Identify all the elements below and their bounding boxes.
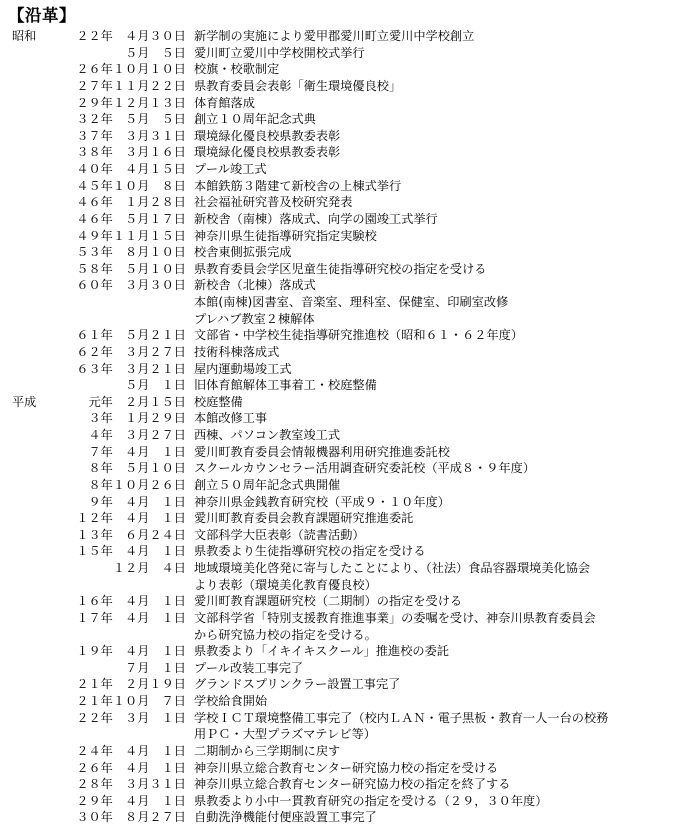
history-entry [0, 410, 700, 427]
entry-event: 環境緑化優良校県教委表彰 [194, 145, 341, 160]
era-label: 昭和 [12, 29, 37, 43]
entry-event: 文部省・中学校生徒指導研究推進校（昭和６１・６２年度） [194, 328, 524, 343]
entry-event: 県教育委員会学区児童生徒指導研究校の指定を受ける [194, 261, 487, 276]
history-entry [0, 178, 700, 195]
history-entry [0, 693, 700, 710]
entry-date: ３年 １月２９日 [88, 411, 186, 426]
entry-event: 愛川町教育委員会教育課題研究推進委託 [194, 511, 414, 526]
entry-date: ７年 ４月 １日 [88, 444, 186, 459]
entry-event: 県教委より生徒指導研究校の指定を受ける [194, 544, 426, 559]
history-entry [0, 95, 700, 112]
history-entry [0, 660, 700, 677]
history-entry [0, 627, 700, 644]
entry-date: ５月 １日 [125, 378, 186, 393]
entry-date: １６年 ４月 １日 [76, 594, 186, 609]
history-entry [0, 444, 700, 461]
entry-event: 校庭整備 [194, 394, 243, 409]
entry-date: １９年 ４月 １日 [76, 644, 186, 659]
entry-event: 新校舎（南棟）落成式、向学の園竣工式挙行 [194, 211, 438, 226]
entry-date: ５８年 ５月１０日 [76, 261, 186, 276]
entry-event: 愛川町立愛川中学校開校式挙行 [194, 45, 365, 60]
entry-date: ２７年１１月２２日 [76, 78, 186, 93]
entry-event: 新校舎（北棟）落成式 [194, 278, 316, 293]
entry-date: ８年１０月２６日 [88, 477, 186, 492]
history-entry [0, 460, 700, 477]
entry-event: 校旗・校歌制定 [194, 62, 280, 77]
entry-event: プール竣工式 [194, 162, 267, 176]
entry-date: ６１年 ５月２１日 [76, 328, 186, 343]
entry-date: ５月 ５日 [125, 45, 186, 60]
entry-event: 用ＰＣ・大型プラズマテレビ等） [194, 727, 376, 742]
entry-event: 文部科学省「特別支援教育推進事業」の委嘱を受け、神奈川県教育委員会 [194, 610, 596, 625]
entry-date: ２２年 ３月 １日 [76, 710, 186, 725]
entry-date: １２年 ４月 １日 [76, 511, 186, 526]
history-entry [0, 128, 700, 145]
entry-event: 愛川町教育委員会情報機器利用研究推進委託校 [194, 444, 450, 459]
entry-date: ８年 ５月１０日 [88, 461, 186, 476]
history-entry [0, 344, 700, 361]
entry-date: １２月 ４日 [112, 561, 186, 575]
entry-event: 神奈川県金銭教育研究校（平成９・１０年度） [194, 494, 450, 509]
entry-date: ５３年 ８月１０日 [76, 245, 186, 260]
history-entry [0, 477, 700, 494]
era-label: 平成 [12, 394, 37, 409]
entry-event: 県教委より小中一貫教育研究の指定を受ける（２９，３０年度） [194, 793, 548, 808]
history-entry [0, 144, 700, 161]
history-entry [0, 244, 700, 261]
history-entry [0, 710, 700, 727]
entry-date: ６０年 ３月３０日 [76, 278, 186, 293]
entry-event: グランドスプリンクラー設置工事完了 [194, 677, 401, 692]
history-entry [0, 61, 700, 78]
history-entry [0, 760, 700, 777]
history-entry [0, 161, 700, 178]
entry-event: 本館改修工事 [194, 411, 268, 426]
entry-event: 県教育委員会表彰「衛生環境優良校」 [194, 78, 402, 93]
entry-event: 神奈川県立総合教育センター研究協力校の指定を受ける [194, 760, 499, 775]
entry-event: 創立５０周年記念式典開催 [194, 477, 341, 492]
history-entry [0, 610, 700, 627]
entry-event: 体育館落成 [194, 95, 255, 110]
entry-event: 西棟、パソコン教室竣工式 [194, 428, 341, 442]
history-entry [0, 427, 700, 444]
entry-date: ２９年 ４月 １日 [76, 793, 186, 808]
history-entry [0, 643, 700, 660]
history-entry [0, 261, 700, 278]
entry-event: 屋内運動場竣工式 [194, 361, 292, 376]
entry-event: 校舎東側拡張完成 [194, 245, 292, 260]
entry-date: ３８年 ３月１６日 [76, 145, 186, 160]
entry-event: より表彰（環境美化教育優良校） [194, 577, 377, 592]
entry-date: ３２年 ５月 ５日 [76, 112, 186, 127]
entry-event: 文部科学大臣表彰（読書活動） [194, 527, 365, 542]
entry-date: 元年 ２月１５日 [88, 394, 186, 409]
history-entry [0, 228, 700, 245]
entry-date: ６２年 ３月２７日 [76, 344, 186, 359]
entry-event: 本館鉄筋３階建て新校舎の上棟式挙行 [194, 178, 402, 193]
history-entry [0, 577, 700, 594]
history-entry [0, 311, 700, 328]
history-entry [0, 527, 700, 544]
entry-date: ４０年 ４月１５日 [76, 162, 186, 176]
history-entry [0, 593, 700, 610]
entry-event: 社会福祉研究普及校研究発表 [194, 195, 353, 210]
history-entry [0, 560, 700, 577]
history-entry [0, 543, 700, 560]
entry-date: ２４年 ４月 １日 [76, 743, 186, 758]
entry-event: 神奈川県立総合教育センター研究協力校の指定を終了する [194, 777, 511, 792]
entry-event: 学校給食開始 [194, 694, 268, 708]
entry-event: 神奈川県生徒指導研究指定実験校 [194, 228, 377, 243]
entry-date: ４６年 ５月１７日 [76, 211, 186, 226]
history-entry [0, 361, 700, 378]
history-entry [0, 111, 700, 128]
entry-date: ２８年 ３月３１日 [76, 777, 186, 792]
entry-event: から研究協力校の指定を受ける。 [194, 627, 377, 642]
entry-event: 創立１０周年記念式典 [194, 112, 316, 127]
section-title: 【沿革】 [8, 6, 76, 25]
history-entry [0, 194, 700, 211]
entry-event: 新学制の実施により愛甲郡愛川町立愛川中学校創立 [194, 29, 475, 43]
entry-event: 学校ＩＣＴ環境整備工事完了（校内ＬＡＮ・電子黒板・教育一人一台の校務 [194, 710, 609, 725]
entry-event: プール改装工事完了 [194, 660, 304, 675]
history-entry [0, 676, 700, 693]
history-entry [0, 28, 700, 45]
history-entry [0, 277, 700, 294]
entry-date: ３０年 ８月２７日 [76, 810, 186, 825]
entry-date: ４年 ３月２７日 [88, 428, 186, 442]
entry-date: ２６年１０月１０日 [76, 62, 186, 77]
entry-date: ７月 １日 [125, 660, 186, 675]
history-entry [0, 78, 700, 95]
history-entry [0, 211, 700, 228]
history-entry [0, 327, 700, 344]
entry-event: 県教委より「イキイキスクール」推進校の委託 [194, 644, 449, 659]
entry-date: １７年 ４月 １日 [76, 610, 186, 625]
entry-date: １５年 ４月 １日 [76, 544, 186, 559]
entry-event: スクールカウンセラー活用調査研究委託校（平成８・９年度） [194, 461, 536, 476]
history-entry [0, 45, 700, 62]
history-entry [0, 377, 700, 394]
history-entry [0, 510, 700, 527]
entry-date: ２６年 ４月 １日 [76, 760, 186, 775]
entry-event: 旧体育館解体工事着工・校庭整備 [194, 378, 377, 393]
entry-event: 技術科棟落成式 [194, 344, 280, 359]
entry-event: 愛川町教育課題研究校（二期制）の指定を受ける [194, 594, 463, 609]
entry-event: 地域環境美化啓発に寄与したことにより、（社法）食品容器環境美化協会 [194, 561, 591, 575]
entry-date: １３年 ６月２４日 [76, 527, 186, 542]
entry-date: ９年 ４月 １日 [88, 494, 186, 509]
entry-date: ２９年１２月１３日 [76, 95, 186, 110]
entry-event: 二期制から三学期制に戻す [194, 743, 341, 758]
entry-date: ４５年１０月 ８日 [76, 178, 186, 193]
entry-event: 自動洗浄機能付便座設置工事完了 [194, 810, 377, 825]
entry-event: 本館(南棟)図書室、音楽室、理科室、保健室、印刷室改修 [194, 295, 509, 309]
history-entry [0, 726, 700, 743]
entry-date: ２１年 ２月１９日 [76, 677, 186, 692]
entry-event: 環境緑化優良校県教委表彰 [194, 128, 341, 143]
history-entry [0, 793, 700, 810]
entry-date: ２１年１０月 ７日 [76, 694, 186, 708]
history-entry [0, 394, 700, 411]
entry-date: ４９年１１月１５日 [76, 228, 186, 243]
entry-date: ６３年 ３月２１日 [76, 361, 186, 376]
history-entry [0, 776, 700, 793]
history-entry [0, 294, 700, 311]
history-entry [0, 494, 700, 511]
history-entry [0, 743, 700, 760]
entry-date: ２２年 ４月３０日 [76, 29, 186, 43]
entry-event: プレハブ教室２棟解体 [194, 311, 315, 326]
history-list [0, 28, 700, 826]
entry-date: ４６年 １月２８日 [76, 195, 186, 210]
entry-date: ３７年 ３月３１日 [76, 128, 186, 143]
